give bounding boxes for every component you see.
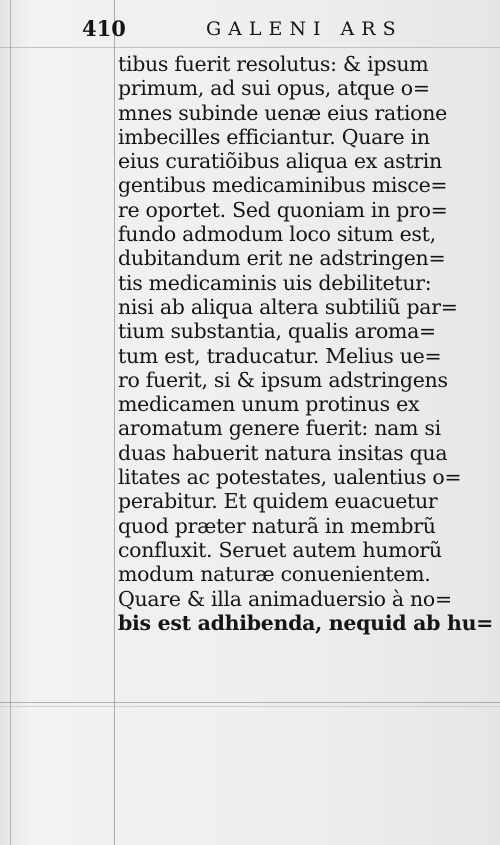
text-line: dubitandum erit ne adstringen= (118, 246, 446, 271)
text-line: eius curatiõibus aliqua ex astrin (118, 149, 442, 174)
text-line: Quare & illa animaduersio à no= (118, 586, 452, 611)
text-line: imbecilles efficiantur. Quare in (118, 124, 430, 149)
bottom-rule (0, 702, 500, 703)
text-line: tibus fuerit resolutus: & ipsum (118, 52, 429, 76)
text-margin-rule (114, 0, 115, 845)
text-line: nisi ab aliqua altera subtiliũ par= (118, 294, 458, 319)
text-line: tium substantia, qualis aroma= (118, 319, 436, 344)
text-line: confluxit. Seruet autem humorũ (118, 537, 442, 562)
text-line: tum est, traducatur. Melius ue= (118, 343, 442, 368)
header-rule (0, 47, 500, 48)
text-line: litates ac potestates, ualentius o= (118, 465, 462, 490)
text-line: mnes subinde uenæ eius ratione (118, 100, 447, 125)
text-line: medicamen unum protinus ex (118, 392, 420, 417)
running-head (0, 14, 500, 44)
bottom-rule-faint (0, 706, 500, 707)
text-line: re oportet. Sed quoniam in pro= (118, 197, 448, 222)
text-line: bis est adhibenda, nequid ab hu= (118, 610, 494, 635)
body-text (118, 52, 494, 635)
text-line: duas habuerit natura insitas qua (118, 440, 448, 465)
text-line: gentibus medicaminibus misce= (118, 173, 448, 198)
text-line: aromatum genere fuerit: nam si (118, 416, 441, 441)
text-line: tis medicaminis uis debilitetur: (118, 270, 432, 295)
text-line: primum, ad sui opus, atque o= (118, 76, 430, 101)
left-margin-rule (10, 0, 11, 845)
text-line: fundo admodum loco situm est, (118, 222, 436, 247)
page-number: 410 (82, 16, 126, 41)
text-line: perabitur. Et quidem euacuetur (118, 489, 438, 514)
text-line: quod præter naturã in membrũ (118, 513, 436, 538)
text-line: modum naturæ conuenientem. (118, 562, 431, 587)
running-title: GALENI ARS (206, 18, 403, 40)
text-line: ro fuerit, si & ipsum adstringens (118, 367, 448, 392)
